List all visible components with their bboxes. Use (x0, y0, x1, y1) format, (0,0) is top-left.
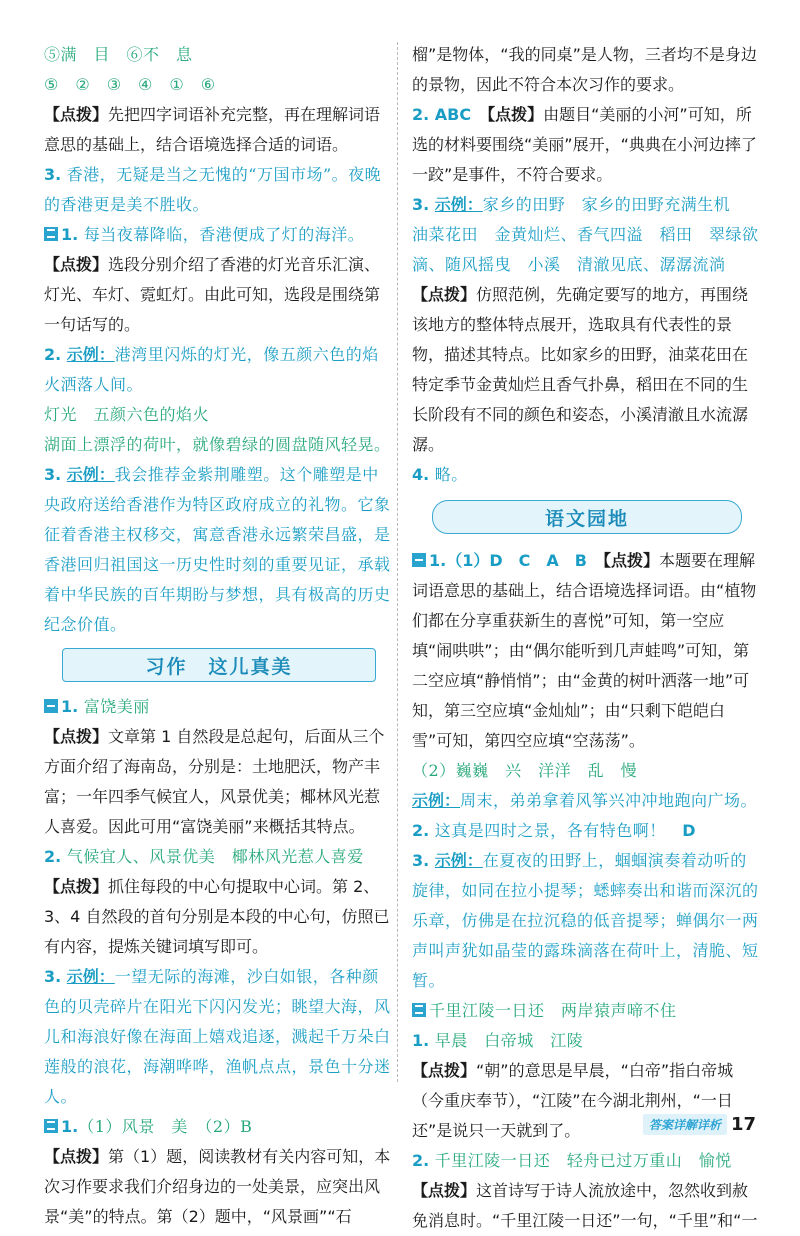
hint-tag: 【点拨】 (44, 1147, 109, 1166)
section-one-icon (44, 699, 58, 713)
question-number: 2. (44, 847, 67, 866)
answer-text: 在夏夜的田野上，蝈蝈演奏着动听的旋律，如同在拉小提琴；蟋蟀奏出和谐而深沉的乐章，仿佛是在拉沉稳的低音提琴；蝉偶尔一两声叫声犹如晶莹的露珠滴落在荷叶上，清脆、短暂。 (412, 851, 759, 990)
explanation-block (44, 100, 394, 160)
explanation-block (44, 872, 394, 962)
answer-text: 千里江陵一日还 两岸猿声啼不住 (429, 1001, 677, 1020)
hint-tag: 【点拨】 (412, 285, 477, 304)
answer-text: 气候宜人、风景优美 椰林风光惹人喜爱 (66, 847, 364, 866)
answer-line (412, 1026, 762, 1056)
answer-line (44, 220, 394, 250)
answer-text: 先把四字词语补充完整，再在理解词语意思的基础上，结合语境选择合适的词语。 (44, 105, 381, 154)
answer-text: 香港，无疑是当之无愧的“万国市场”。夜晚的香港更是美不胜收。 (44, 165, 382, 214)
answer-line (412, 816, 762, 846)
page-number: 17 (730, 1114, 756, 1135)
explanation-block (412, 100, 762, 190)
question-number: 4. (412, 465, 435, 484)
answer-text: 略。 (434, 465, 468, 484)
answer-line (44, 842, 394, 872)
question-number: 2. (412, 105, 435, 124)
hint-tag: 【点拨】 (412, 1061, 477, 1080)
question-number: 3. (412, 851, 435, 870)
question-number: 1. (61, 225, 84, 244)
explanation-block (44, 1142, 394, 1232)
answer-line (412, 786, 762, 816)
hint-tag: 【点拨】 (487, 105, 544, 124)
example-tag: 示例： (434, 851, 483, 870)
answer-text: 家乡的田野 家乡的田野充满生机 油菜花田 金黄灿烂、香气四溢 稻田 翠绿欲滴、随风摇曳 小溪 清澈见底、潺潺流淌 (412, 195, 759, 274)
answer-line (44, 70, 394, 100)
hint-tag: 【点拨】 (44, 255, 109, 274)
answer-text: 早晨 白帝城 江陵 (434, 1031, 584, 1050)
section-title: 语文园地 (432, 500, 742, 534)
hint-tag: 【点拨】 (602, 551, 659, 570)
section-one-icon (412, 553, 426, 567)
column-divider (397, 42, 398, 1082)
section-two-icon (44, 1119, 58, 1133)
example-tag: 示例： (434, 195, 483, 214)
answer-text: 抓住每段的中心句提取中心词。第 2、3、4 自然段的首句分别是本段的中心句，仿照已有内容，提炼关键词填写即可。 (44, 877, 390, 956)
answer-text: 我会推荐金紫荆雕塑。这个雕塑是中央政府送给香港作为特区政府成立的礼物。它象征着香港主权移交，寓意香港永远繁荣昌盛，是香港回归祖国这一历史性时刻的重要见证，承载着中华民族的百年期盼与梦想，具有极高的历史纪念价值。 (44, 465, 391, 634)
question-number: 2. (412, 821, 435, 840)
question-number: 3. (44, 465, 67, 484)
example-tag: 示例： (412, 791, 461, 810)
answer-text: 本题要在理解词语意思的基础上，结合语境选择词语。由“植物们都在分享重获新生的喜悦”可知，第一空应填“闹哄哄”；由“偶尔能听到几声蛙鸣”可知，第二空应填“静悄悄”；由“金黄的树叶洒落一地”可知，第三空应填“金灿灿”；由“只剩下皑皑白雪”可知，第四空应填“空荡荡”。 (412, 551, 757, 750)
example-tag: 示例： (66, 967, 115, 986)
question-number: 1. (61, 1117, 79, 1136)
answer-text: 一望无际的海滩，沙白如银，各种颜色的贝壳碎片在阳光下闪闪发光；眺望大海，风儿和海浪好像在海面上嬉戏追逐，溅起千万朵白莲般的浪花，海潮哗哗，渔帆点点，景色十分迷人。 (44, 967, 391, 1106)
answer-text: 周末，弟弟拿着风筝兴冲冲地跑向广场。 (460, 791, 758, 810)
example-tag: 示例： (66, 465, 115, 484)
answer-line (44, 1112, 394, 1142)
explanation-block (412, 40, 762, 100)
explanation-block (44, 722, 394, 842)
example-tag: 示例： (66, 345, 115, 364)
answer-text: 港湾里闪烁的灯光，像五颜六色的焰火洒落人间。 (44, 345, 379, 394)
answer-text: 湖面上漂浮的荷叶，就像碧绿的圆盘随风轻晃。 (44, 435, 391, 454)
left-column (44, 40, 394, 1232)
page-footer (643, 1114, 756, 1135)
footer-label: 答案详解详析 (643, 1114, 727, 1135)
answer-choice: （1）D C A B (446, 551, 603, 570)
answer-line (44, 692, 394, 722)
answer-text: 文章第 1 自然段是总起句，后面从三个方面介绍了海南岛，分别是：土地肥沃，物产丰富；一年四季气候宜人，风景优美；椰林风光惹人喜爱。因此可用“富饶美丽”来概括其特点。 (44, 727, 385, 836)
answer-line (412, 460, 762, 490)
explanation-block (44, 250, 394, 340)
question-number: 1. (61, 697, 84, 716)
answer-text: 第（1）题，阅读教材有关内容可知，本次习作要求我们介绍身边的一处美景，应突出风景“美”的特点。第（2）题中，“风景画”“石 (44, 1147, 391, 1226)
hint-tag: 【点拨】 (412, 1181, 477, 1200)
answer-text: 灯光 五颜六色的焰火 (44, 405, 210, 424)
answer-line (412, 1146, 762, 1176)
question-number: 3. (44, 165, 67, 184)
answer-line (412, 846, 762, 996)
answer-text: 由题目“美丽的小河”可知，所选的材料要围绕“美丽”展开，“典典在小河边摔了一跤”是事件，不符合要求。 (412, 105, 757, 184)
answer-text: 富饶美丽 (83, 697, 150, 716)
question-number: 3. (44, 967, 67, 986)
answer-line (44, 460, 394, 640)
explanation-block (412, 546, 762, 756)
hint-tag: 【点拨】 (44, 105, 109, 124)
section-two-icon (412, 1003, 426, 1017)
answer-text: 仿照范例，先确定要写的地方，再围绕该地方的整体特点展开，选取具有代表性的景物，描述其特点。比如家乡的田野，油菜花田在特定季节金黄灿烂且香气扑鼻，稻田在不同的生长阶段有不同的颜色和姿态，小溪清澈且水流潺潺。 (412, 285, 749, 454)
answer-text: 每当夜幕降临，香港便成了灯的海洋。 (83, 225, 365, 244)
question-number: 1. (429, 551, 447, 570)
answer-line (44, 40, 394, 70)
answer-text: 这真是四时之景，各有特色啊！ (434, 821, 683, 840)
answer-line (44, 962, 394, 1112)
section-title: 习作 这儿真美 (62, 648, 376, 682)
question-number: 2. (412, 1151, 435, 1170)
answer-text: ⑤ ② ③ ④ ① ⑥ (44, 75, 216, 94)
answer-line (412, 996, 762, 1026)
question-number: 3. (412, 195, 435, 214)
section-two-icon (44, 227, 58, 241)
question-number: 1. (412, 1031, 435, 1050)
answer-line (44, 340, 394, 400)
answer-line (44, 430, 394, 460)
answer-text: 选段分别介绍了香港的灯光音乐汇演、灯光、车灯、霓虹灯。由此可知，选段是围绕第一句话写的。 (44, 255, 381, 334)
question-number: 2. (44, 345, 67, 364)
right-column (412, 40, 762, 1236)
answer-line (412, 756, 762, 786)
answer-line (44, 400, 394, 430)
answer-text: ⑤满 目 ⑥不 息 (44, 45, 193, 64)
answer-line (44, 160, 394, 220)
answer-choice: D (682, 821, 696, 840)
answer-text: （1）风景 美 （2）B (78, 1117, 253, 1136)
hint-tag: 【点拨】 (44, 727, 109, 746)
explanation-block (412, 280, 762, 460)
answer-line (412, 190, 762, 280)
hint-tag: 【点拨】 (44, 877, 109, 896)
answer-choice: ABC (434, 105, 488, 124)
explanation-block (412, 1176, 762, 1236)
answer-text: 榴”是物体，“我的同桌”是人物，三者均不是身边的景物，因此不符合本次习作的要求。 (412, 45, 757, 94)
answer-text: （2）巍巍 兴 洋洋 乱 慢 (412, 761, 638, 780)
answer-text: “朝”的意思是早晨，“白帝”指白帝城（今重庆奉节），“江陵”在今湖北荆州，“一日还”是说只一天就到了。 (412, 1061, 734, 1140)
answer-text: 这首诗写于诗人流放途中，忽然收到赦免消息时。“千里江陵一日还”一句，“千里”和“一 (412, 1181, 758, 1230)
answer-text: 千里江陵一日还 轻舟已过万重山 愉悦 (434, 1151, 732, 1170)
